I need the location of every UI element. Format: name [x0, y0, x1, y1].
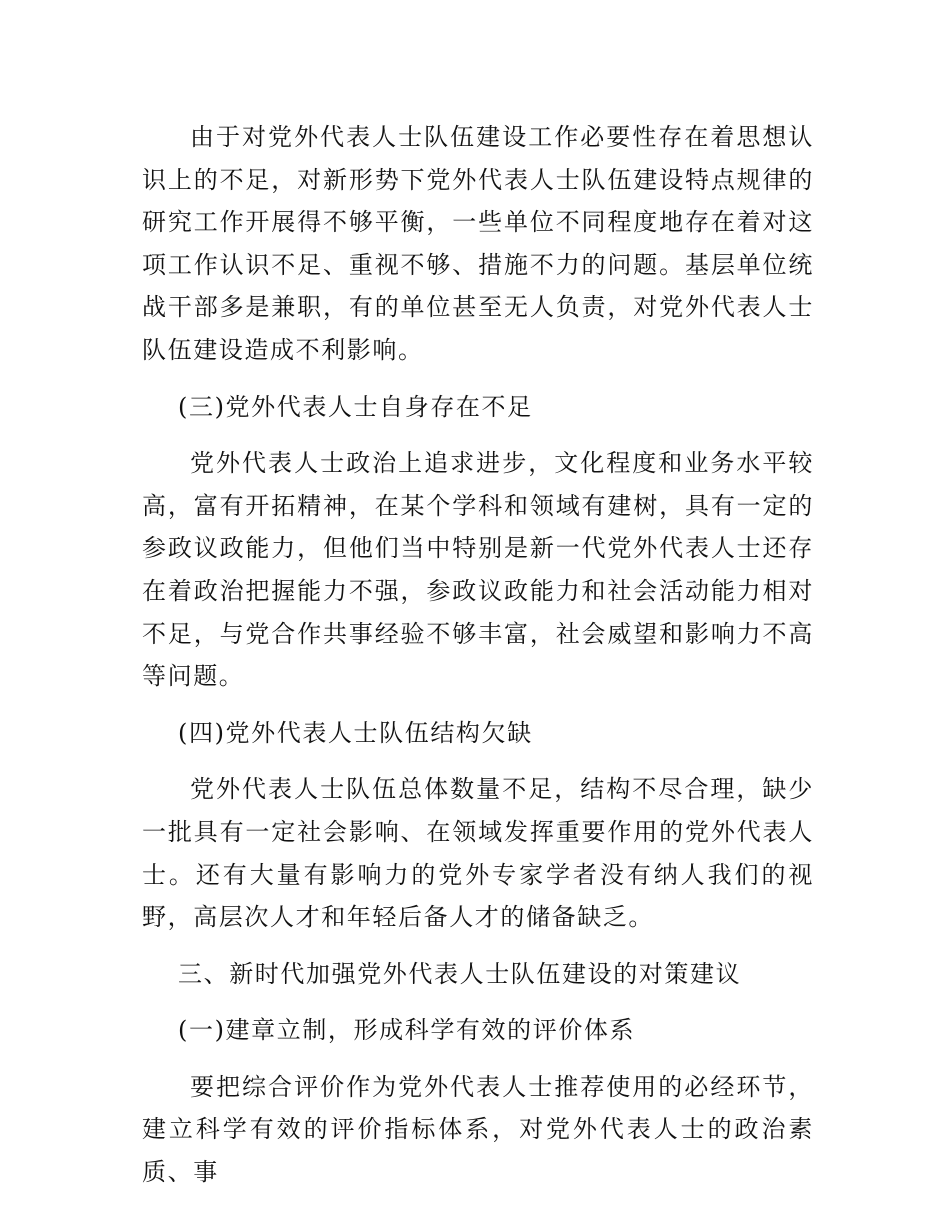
paragraph-structure-deficit: 党外代表人士队伍总体数量不足，结构不尽合理，缺少一批具有一定社会影响、在领域发挥重要作用的党外代表人士。还有大量有影响力的党外专家学者没有纳人我们的视野，高层次人才和年轻后备人才的储备缺乏。	[142, 775, 814, 932]
heading-subsection-1: (一)建章立制，形成科学有效的评价体系	[178, 1016, 636, 1045]
paragraph-awareness-shortfall: 由于对党外代表人士队伍建设工作必要性存在着思想认识上的不足，对新形势下党外代表人士队伍建设特点规律的研究工作开展得不够平衡，一些单位不同程度地存在着对这项工作认识不足、重视不够、措施不力的问题。基层单位统战干部多是兼职，有的单位甚至无人负责，对党外代表人士队伍建设造成不利影响。	[142, 123, 814, 364]
paragraph-self-shortcomings: 党外代表人士政治上追求进步，文化程度和业务水平较高，富有开拓精神，在某个学科和领域有建树，具有一定的参政议政能力，但他们当中特别是新一代党外代表人士还存在着政治把握能力不强，参政议政能力和社会活动能力相对不足，与党合作共事经验不够丰富，社会威望和影响力不高等问题。	[142, 449, 814, 691]
heading-section-3: (三)党外代表人士自身存在不足	[178, 392, 533, 421]
paragraph-evaluation-system: 要把综合评价作为党外代表人士推荐使用的必经环节，建立科学有效的评价指标体系，对党外代表人士的政治素质、事	[142, 1072, 814, 1187]
document-page	[142, 116, 814, 1208]
heading-part-3: 三、新时代加强党外代表人士队伍建设的对策建议	[178, 959, 742, 988]
heading-section-4: (四)党外代表人士队伍结构欠缺	[178, 718, 533, 747]
